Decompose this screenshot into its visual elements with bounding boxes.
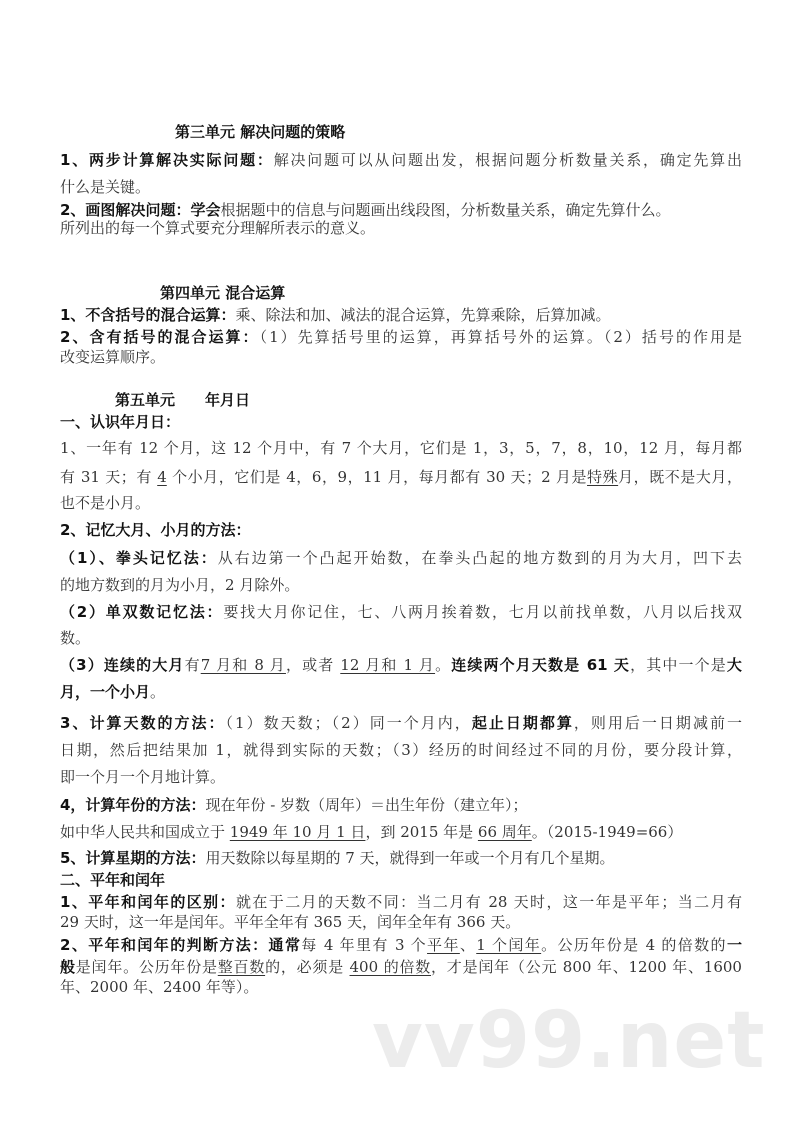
bold-text: 1、平年和闰年的区别： xyxy=(60,893,236,911)
text-segment: 根据题中的信息与问题画出线段图，分析数量关系，确定先算什么。 xyxy=(220,201,671,219)
underlined-text: 66 周年 xyxy=(477,823,532,841)
underlined-text: 400 的倍数 xyxy=(349,958,432,976)
text-line xyxy=(60,655,742,675)
text-line xyxy=(60,493,742,513)
text-segment: 乘、除法和加、减法的混合运算，先算乘除，后算加减。 xyxy=(235,306,611,324)
bold-text: 二、平年和闰年 xyxy=(60,871,166,889)
text-line xyxy=(60,892,742,912)
text-segment: 。 xyxy=(435,656,452,674)
text-segment: 年、2000 年、2400 年等）。 xyxy=(60,978,259,996)
text-segment: 所列出的每一个算式要充分理解所表示的意义。 xyxy=(60,219,376,237)
text-segment: 就在于二月的天数不同：当二月有 28 天时，这一年是平年；当二月有 xyxy=(235,893,742,911)
section-heading xyxy=(175,122,345,142)
underlined-text: 4 xyxy=(157,468,167,486)
text-segment: 什么是关键。 xyxy=(60,178,151,196)
text-line xyxy=(60,150,742,170)
text-line xyxy=(60,412,742,432)
bold-text: 2、画图解决问题：学会 xyxy=(60,201,221,219)
text-segment: 用天数除以每星期的 7 天，就得到一年或一个月有几个星期。 xyxy=(205,849,615,867)
text-segment: 个小月，它们是 4，6，9，11 月，每月都有 30 天；2 月是 xyxy=(166,468,588,486)
bold-text: 连续两个月天数是 61 天 xyxy=(451,656,631,674)
watermark: vv99.net xyxy=(372,996,766,1086)
text-line xyxy=(60,740,742,760)
text-segment: 也不是小月。 xyxy=(60,494,151,512)
text-segment: ，或者 xyxy=(285,656,341,674)
bold-text: 1、不含括号的混合运算： xyxy=(60,306,236,324)
text-line xyxy=(60,977,742,997)
underlined-text: 7 月和 8 月 xyxy=(200,656,286,674)
text-line xyxy=(60,848,742,868)
text-line xyxy=(60,957,742,977)
underlined-text: 整百数 xyxy=(217,958,266,976)
bold-text: 2、含有括号的混合运算： xyxy=(60,328,260,346)
bold-text: 2、记忆大月、小月的方法： xyxy=(60,521,251,539)
text-line xyxy=(60,467,742,487)
text-line xyxy=(60,305,742,325)
bold-text: 第五单元 年月日 xyxy=(115,391,251,409)
text-segment: 如中华人民共和国成立于 xyxy=(60,823,230,841)
text-segment: 、 xyxy=(459,936,477,954)
underlined-text: 特殊 xyxy=(587,468,619,486)
bold-text: 一、认识年月日： xyxy=(60,413,181,431)
text-line xyxy=(60,575,742,595)
text-line xyxy=(60,912,742,932)
text-line xyxy=(60,548,742,568)
text-segment: 月，既不是大月， xyxy=(618,468,742,486)
text-line xyxy=(60,347,742,367)
bold-text: 4，计算年份的方法： xyxy=(60,796,206,814)
text-segment: （1）先算括号里的运算，再算括号外的运算。（2）括号的作用是 xyxy=(259,328,742,346)
bold-text: 第四单元 混合运算 xyxy=(160,284,286,302)
text-segment: 29 天时，这一年是闰年。平年全年有 365 天，闰年全年有 366 天。 xyxy=(60,913,521,931)
text-segment: ，则用后一日期减前一 xyxy=(573,714,742,732)
underlined-text: 12 月和 1 月 xyxy=(340,656,436,674)
text-segment: 从右边第一个凸起开始数，在拳头凸起的地方数到的月为大月，凹下去 xyxy=(217,549,742,567)
bold-text: 大 xyxy=(726,656,742,674)
text-line xyxy=(60,177,742,197)
bold-text: 般 xyxy=(60,958,76,976)
bold-text: （2）单双数记忆法： xyxy=(60,603,224,621)
text-segment: 是闰年。公历年份是 xyxy=(75,958,218,976)
section-heading xyxy=(160,283,285,303)
bold-text: （3）连续的大月 xyxy=(60,656,185,674)
text-segment: 。（2015-1949=66） xyxy=(531,823,683,841)
text-segment: 改变运算顺序。 xyxy=(60,348,166,366)
bold-text: （1）、拳头记忆法： xyxy=(60,549,218,567)
bold-text: 1、两步计算解决实际问题： xyxy=(60,151,274,169)
text-segment: 。公历年份是 4 的倍数的 xyxy=(541,936,727,954)
text-line xyxy=(60,520,742,540)
text-line xyxy=(60,713,742,733)
text-line xyxy=(60,200,742,220)
text-segment: ，其中一个是 xyxy=(630,656,727,674)
text-line xyxy=(60,767,742,787)
bold-text: 2、平年和闰年的判断方法：通常 xyxy=(60,936,302,954)
text-segment: 1、一年有 12 个月，这 12 个月中，有 7 个大月，它们是 1，3，5，7，8，10，12 月，每月都 xyxy=(60,439,742,457)
underlined-text: 1 个闰年 xyxy=(476,936,542,954)
bold-text: 月，一个小月 xyxy=(60,683,151,701)
bold-text: 第三单元 解决问题的策略 xyxy=(175,123,346,141)
text-line xyxy=(60,602,742,622)
text-line xyxy=(60,935,742,955)
underlined-text: 平年 xyxy=(427,936,460,954)
text-segment: （1）数天数；（2）同一个月内， xyxy=(225,714,472,732)
section-heading xyxy=(115,390,250,410)
text-segment: 现在年份 - 岁数（周年）＝出生年份（建立年）； xyxy=(205,796,528,814)
text-segment: 即一个月一个月地计算。 xyxy=(60,768,226,786)
text-line xyxy=(60,822,742,842)
text-line xyxy=(60,218,742,238)
text-line xyxy=(60,795,742,815)
text-segment: 数。 xyxy=(60,629,91,647)
text-segment: 。 xyxy=(150,683,166,701)
text-segment: 每 4 年里有 3 个 xyxy=(301,936,428,954)
text-segment: ，到 2015 年是 xyxy=(365,823,478,841)
text-segment: 有 xyxy=(184,656,201,674)
bold-text: 起止日期都算 xyxy=(471,714,574,732)
text-line xyxy=(60,628,742,648)
text-segment: ，才是闰年（公元 800 年、1200 年、1600 xyxy=(431,958,742,976)
text-segment: 日期，然后把结果加 1，就得到实际的天数；（3）经历的时间经过不同的月份，要分段计算， xyxy=(60,741,742,759)
text-line xyxy=(60,327,742,347)
text-line xyxy=(60,870,742,890)
text-segment: 解决问题可以从问题出发，根据问题分析数量关系，确定先算出 xyxy=(273,151,742,169)
text-line xyxy=(60,438,742,458)
text-segment: 的，必须是 xyxy=(265,958,350,976)
text-line xyxy=(60,682,742,702)
text-segment: 要找大月你记住，七、八两月挨着数，七月以前找单数，八月以后找双 xyxy=(223,603,742,621)
underlined-text: 1949 年 10 月 1 日 xyxy=(229,823,366,841)
bold-text: 3、计算天数的方法： xyxy=(60,714,226,732)
bold-text: 一 xyxy=(726,936,742,954)
text-segment: 的地方数到的月为小月，2 月除外。 xyxy=(60,576,300,594)
bold-text: 5、计算星期的方法： xyxy=(60,849,206,867)
text-segment: 有 31 天；有 xyxy=(60,468,158,486)
